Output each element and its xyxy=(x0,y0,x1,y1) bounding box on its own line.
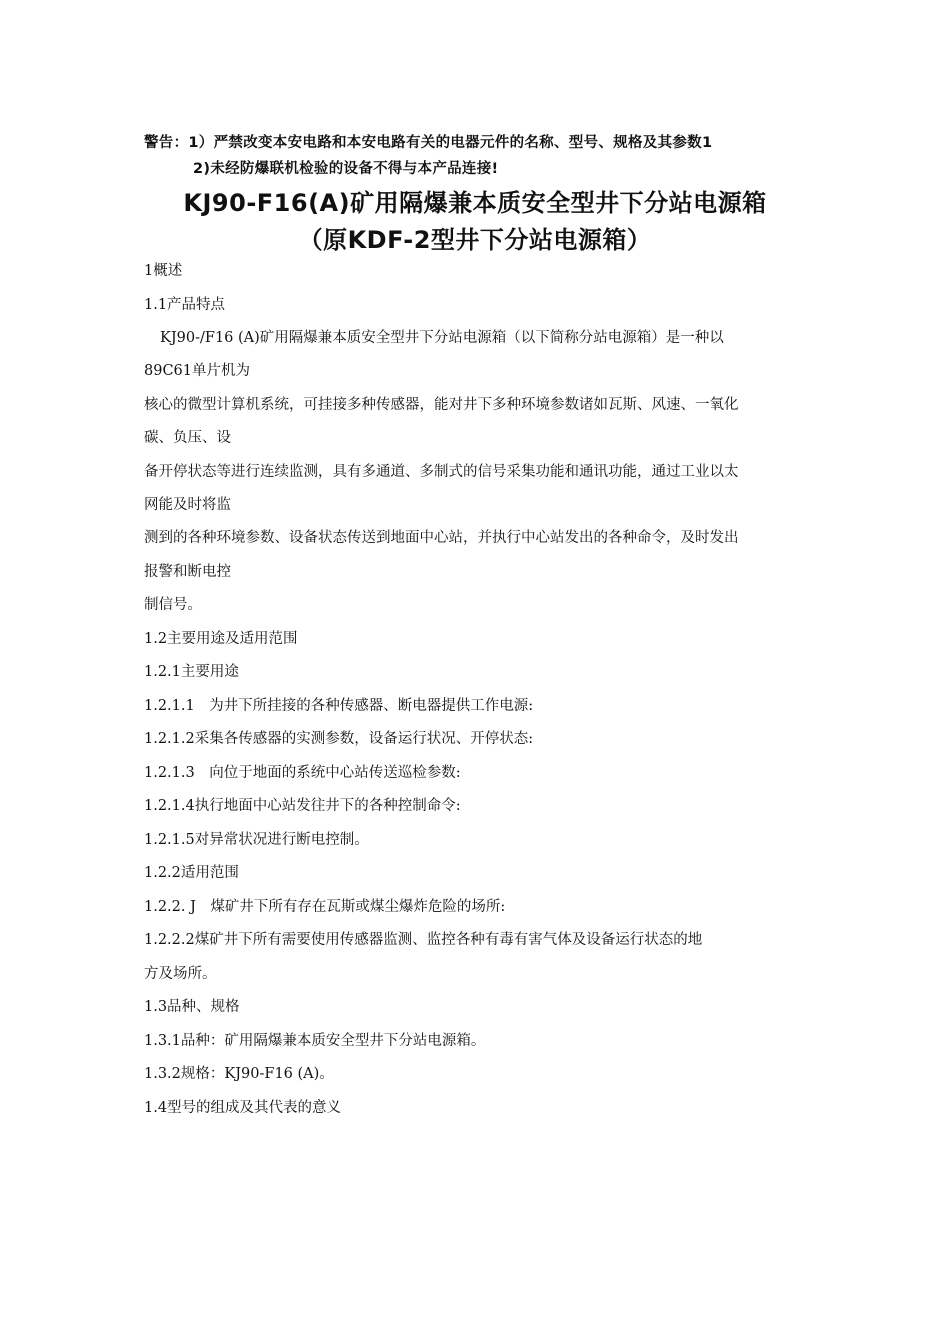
list-item: 1.2.1.2采集各传感器的实测参数，设备运行状况、开停状态: xyxy=(144,731,534,747)
paragraph-line: 制信号。 xyxy=(144,597,202,613)
paragraph-line: 碳、负压、设 xyxy=(144,430,231,446)
paragraph-line: 测到的各种环境参数、设备状态传送到地面中心站，并执行中心站发出的各种命令，及时发出 xyxy=(144,530,739,546)
list-item: 1.2.2. J 煤矿井下所有存在瓦斯或煤尘爆炸危险的场所: xyxy=(144,899,506,915)
list-item: 1.2.1.1 为井下所挂接的各种传感器、断电器提供工作电源: xyxy=(144,698,534,714)
list-item: 1.2.1.3 向位于地面的系统中心站传送巡检参数: xyxy=(144,765,461,781)
paragraph-line: 报警和断电控 xyxy=(144,564,231,580)
document-subtitle: （原KDF-2型井下分站电源箱） xyxy=(298,226,652,254)
document-title: KJ90-F16(A)矿用隔爆兼本质安全型井下分站电源箱 xyxy=(183,189,767,217)
paragraph-line: 核心的微型计算机系统，可挂接多种传感器，能对井下多种环境参数诸如瓦斯、风速、一氧化 xyxy=(144,397,739,413)
list-item: 1.3.1品种：矿用隔爆兼本质安全型井下分站电源箱。 xyxy=(144,1033,486,1049)
section-heading-usage: 1.2主要用途及适用范围 xyxy=(144,631,298,647)
list-item: 1.2.1.5对异常状况进行断电控制。 xyxy=(144,832,369,848)
section-heading-specs: 1.3品种、规格 xyxy=(144,999,240,1015)
section-heading-main-usage: 1.2.1主要用途 xyxy=(144,664,239,680)
list-item: 1.2.2.2煤矿井下所有需要使用传感器监测、监控各种有毒有害气体及设备运行状态的地 xyxy=(144,932,703,948)
paragraph-line: KJ90-/F16 (A)矿用隔爆兼本质安全型井下分站电源箱（以下简称分站电源箱）是一种以 xyxy=(160,330,724,346)
section-heading-overview: 1概述 xyxy=(144,263,183,279)
list-item: 1.3.2规格：KJ90-F16 (A)。 xyxy=(144,1066,334,1082)
paragraph-line: 89C61单片机为 xyxy=(144,363,250,379)
section-heading-model: 1.4型号的组成及其代表的意义 xyxy=(144,1100,342,1116)
list-item: 方及场所。 xyxy=(144,966,217,982)
paragraph-line: 备开停状态等进行连续监测，具有多通道、多制式的信号采集功能和通讯功能，通过工业以太 xyxy=(144,464,739,480)
section-heading-features: 1.1产品特点 xyxy=(144,297,226,313)
section-heading-scope: 1.2.2适用范围 xyxy=(144,865,239,881)
warning-line-1: 警告：1）严禁改变本安电路和本安电路有关的电器元件的名称、型号、规格及其参数1 xyxy=(144,135,713,151)
warning-line-2: 2)未经防爆联机检验的设备不得与本产品连接! xyxy=(193,161,499,177)
list-item: 1.2.1.4执行地面中心站发往井下的各种控制命令: xyxy=(144,798,461,814)
paragraph-line: 网能及时将监 xyxy=(144,497,231,513)
